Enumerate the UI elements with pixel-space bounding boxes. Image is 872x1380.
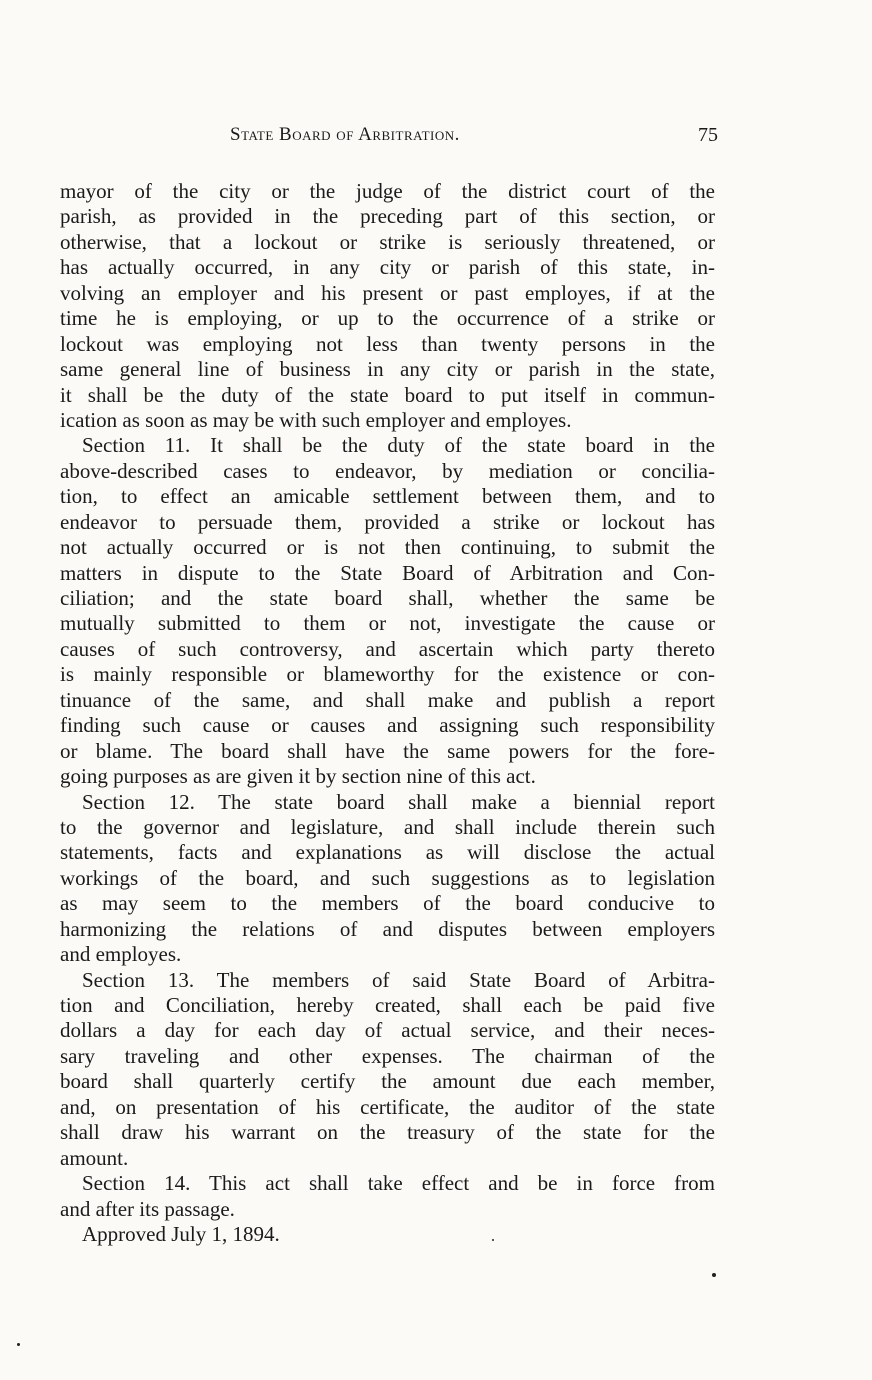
text-line: sary traveling and other expenses. The chairman of the (60, 1043, 715, 1068)
text-line: as may seem to the members of the board conducive to (60, 891, 715, 916)
text-line: tion, to effect an amicable settlement between them, and to (60, 484, 715, 509)
text-line: otherwise, that a lockout or strike is seriously threatened, or (60, 229, 715, 254)
text-line: workings of the board, and such suggestions as to legislation (60, 865, 715, 890)
text-line: amount. (60, 1145, 129, 1170)
text-line: same general line of business in any city or parish in the state, (60, 357, 715, 382)
print-speck (17, 1343, 20, 1346)
text-line: and employes. (60, 942, 182, 967)
text-line: mutually submitted to them or not, investigate the cause or (60, 611, 715, 636)
text-line: matters in dispute to the State Board of Arbitration and Con- (60, 560, 715, 585)
body-text (60, 179, 715, 1247)
text-line: and, on presentation of his certificate, the auditor of the state (60, 1094, 715, 1119)
text-line: Approved July 1, 1894. (82, 1221, 280, 1246)
text-line: ication as soon as may be with such employer and employes. (60, 407, 572, 432)
text-line: mayor of the city or the judge of the district court of the (60, 179, 715, 203)
text-line: time he is employing, or up to the occurrence of a strike or (60, 306, 715, 331)
text-line: dollars a day for each day of actual service, and their neces- (60, 1018, 715, 1043)
text-line: has actually occurred, in any city or parish of this state, in- (60, 255, 715, 280)
text-line: to the governor and legislature, and shall include therein such (60, 814, 715, 839)
page-number: 75 (698, 124, 718, 146)
text-line: harmonizing the relations of and disputes between employers (60, 916, 715, 941)
text-line: causes of such controversy, and ascertain which party thereto (60, 636, 715, 661)
text-line: Section 12. The state board shall make a biennial report (82, 789, 715, 814)
text-line: above-described cases to endeavor, by mediation or concilia- (60, 458, 715, 483)
text-line: shall draw his warrant on the treasury of the state for the (60, 1120, 715, 1145)
text-line: board shall quarterly certify the amount due each member, (60, 1069, 715, 1094)
text-line: tion and Conciliation, hereby created, shall each be paid five (60, 993, 715, 1017)
running-title: State Board of Arbitration. (230, 124, 460, 145)
text-line: tinuance of the same, and shall make and publish a report (60, 687, 715, 712)
text-line: lockout was employing not less than twenty persons in the (60, 331, 715, 356)
page-header (60, 124, 718, 154)
text-line: going purposes as are given it by section nine of this act. (60, 764, 536, 789)
text-line: finding such cause or causes and assigning such responsibility (60, 713, 715, 738)
print-speck (492, 1239, 494, 1241)
text-line: volving an employer and his present or past employes, if at the (60, 280, 715, 305)
text-line: and after its passage. (60, 1196, 235, 1221)
text-line: is mainly responsible or blameworthy for the existence or con- (60, 662, 715, 687)
print-speck (712, 1273, 716, 1277)
text-line: Section 14. This act shall take effect and be in force from (82, 1171, 715, 1196)
text-line: or blame. The board shall have the same powers for the fore- (60, 738, 715, 763)
text-line: endeavor to persuade them, provided a strike or lockout has (60, 509, 715, 534)
text-line: it shall be the duty of the state board to put itself in commun- (60, 382, 715, 407)
text-line: parish, as provided in the preceding part of this section, or (60, 204, 715, 229)
text-line: ciliation; and the state board shall, whether the same be (60, 586, 715, 610)
text-line: statements, facts and explanations as will disclose the actual (60, 840, 715, 865)
text-line: Section 11. It shall be the duty of the state board in the (82, 433, 715, 458)
text-line: Section 13. The members of said State Board of Arbitra- (82, 967, 715, 992)
text-line: not actually occurred or is not then continuing, to submit the (60, 535, 715, 560)
